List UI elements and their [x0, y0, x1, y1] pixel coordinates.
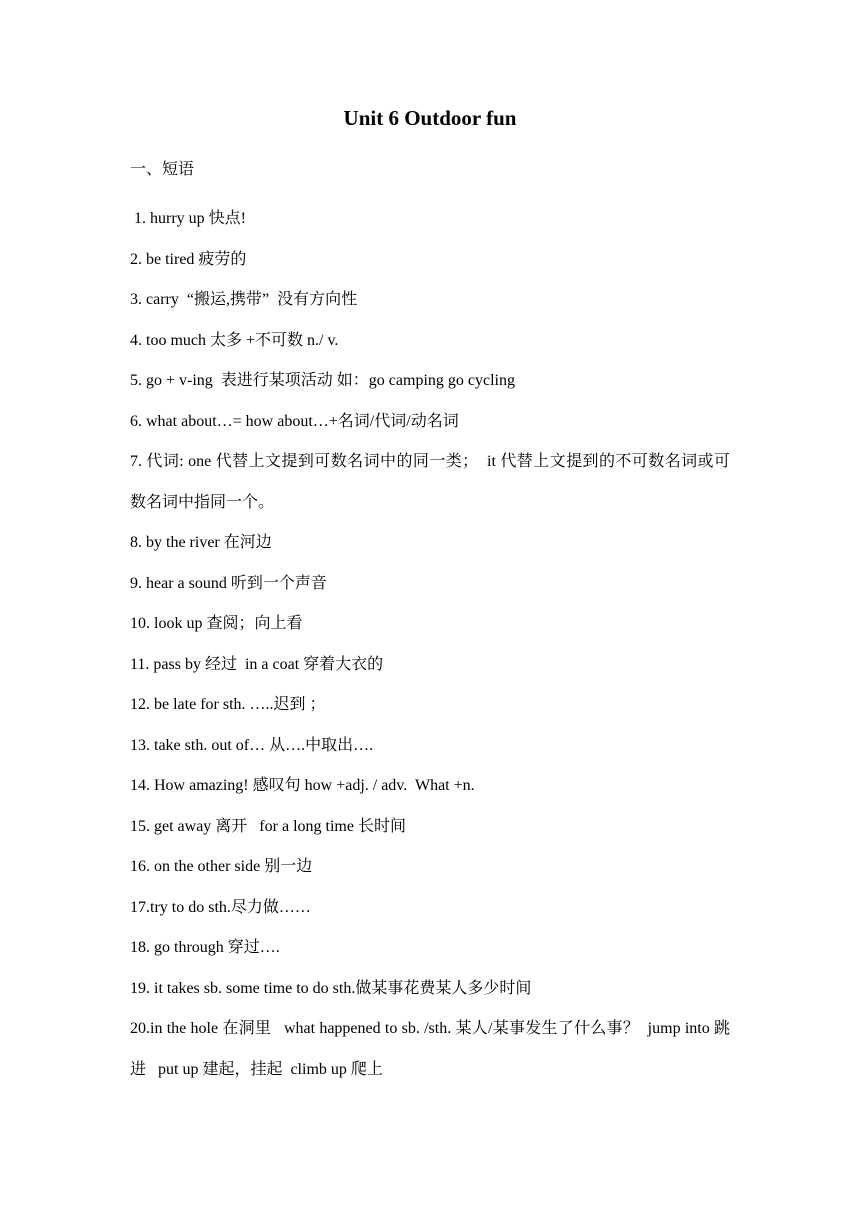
list-item: 17.try to do sth.尽力做…… — [130, 898, 311, 916]
document-title: Unit 6 Outdoor fun — [343, 106, 517, 130]
list-item: 3. carry “搬运,携带” 没有方向性 — [130, 291, 358, 308]
list-item: 6. what about…= how about…+名词/代词/动名词 — [130, 412, 459, 430]
list-item: 14. How amazing! 感叹句 how +adj. / adv. What +n. — [130, 777, 475, 794]
list-item: 1. hurry up 快点! — [134, 210, 246, 227]
list-item: 20.in the hole 在洞里 what happened to sb. /sth. 某人/某事发生了什么事？ jump into 跳进 put up 建起，挂起 climb up 爬上 — [130, 1020, 730, 1078]
list-item: 11. pass by 经过 in a coat 穿着大衣的 — [130, 655, 384, 673]
list-item: 13. take sth. out of… 从….中取出…. — [130, 736, 374, 754]
list-item: 2. be tired 疲劳的 — [130, 250, 247, 268]
list-item: 16. on the other side 别一边 — [130, 858, 313, 875]
list-item: 9. hear a sound 听到一个声音 — [130, 574, 327, 592]
list-item: 4. too much 太多 +不可数 n./ v. — [130, 331, 339, 349]
phrase-list — [130, 199, 730, 1090]
list-item: 5. go + v-ing 表进行某项活动 如：go camping go cycling — [130, 372, 515, 389]
list-item: 8. by the river 在河边 — [130, 534, 272, 551]
list-item: 10. look up 查阅；向上看 — [130, 615, 303, 632]
list-item: 7. 代词: one 代替上文提到可数名词中的同一类； it 代替上文提到的不可数名词或可数名词中指同一个。 — [130, 453, 730, 511]
list-item: 18. go through 穿过…. — [130, 939, 280, 956]
section-heading: 一、短语 — [130, 161, 195, 178]
list-item: 12. be late for sth. …..迟到 ； — [130, 696, 326, 713]
list-item: 15. get away 离开 for a long time 长时间 — [130, 817, 406, 835]
list-item: 19. it takes sb. some time to do sth.做某事花费某人多少时间 — [130, 979, 532, 997]
